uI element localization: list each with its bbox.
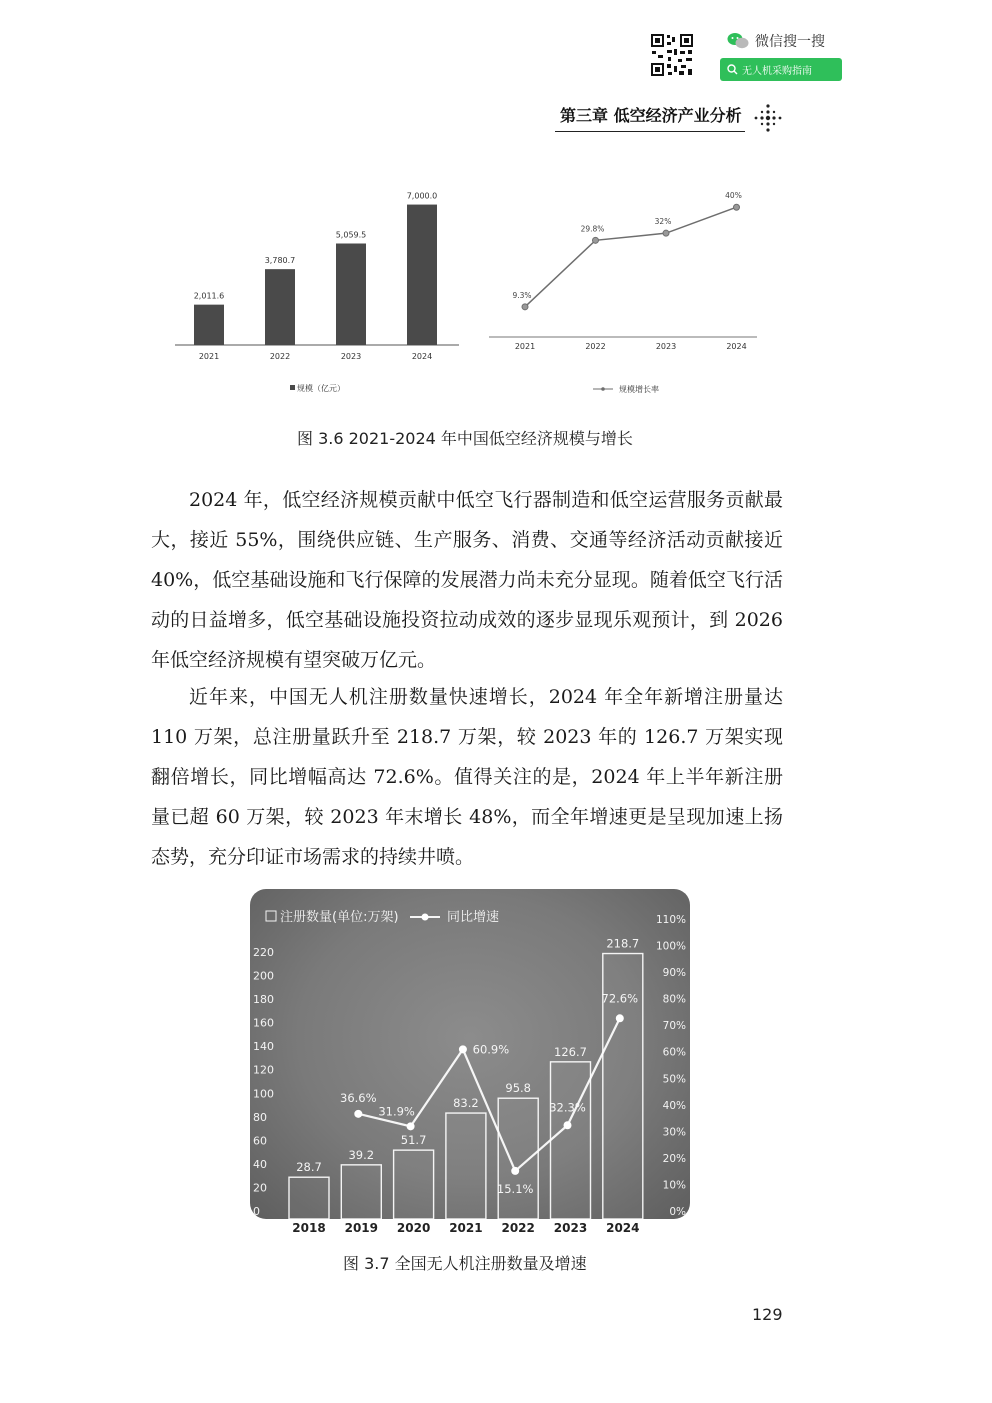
y-right-tick-label: 40% [662, 1099, 686, 1112]
registration-bar-2020 [394, 1150, 434, 1219]
growth-rate-label: 36.6% [340, 1090, 377, 1105]
figure-3-7-panel [250, 889, 690, 1219]
growth-rate-point-2020 [407, 1122, 415, 1130]
figure-3-7-chart [250, 889, 690, 1219]
registration-value-label: 51.7 [400, 1133, 427, 1148]
x-tick-label: 2021 [449, 1221, 483, 1235]
growth-rate-label: 31.9% [378, 1104, 415, 1119]
figure-3-7-x-axis [250, 1219, 690, 1237]
y-right-tick-label: 50% [662, 1073, 686, 1086]
y-right-tick-label: 80% [662, 993, 686, 1006]
chapter-title: 第三章 低空经济产业分析 [560, 106, 742, 125]
growth-rate-label: 32.3% [549, 1100, 586, 1115]
y-right-tick-label: 20% [662, 1152, 686, 1165]
y-right-tick-label: 60% [662, 1046, 686, 1059]
y-right-tick-label: 110% [655, 914, 686, 926]
figure-3-7-caption: 图 3.7 全国无人机注册数量及增速 [343, 1254, 587, 1273]
legend-line-label: 同比增速 [447, 910, 500, 925]
y-left-tick-label: 20 [253, 1181, 267, 1195]
x-tick-label: 2024 [606, 1221, 640, 1235]
registration-value-label: 83.2 [453, 1096, 479, 1111]
x-tick-label: 2019 [344, 1221, 379, 1235]
growth-rate-point-2022 [511, 1167, 519, 1175]
y-left-tick-label: 40 [253, 1157, 267, 1171]
x-tick-label: 2023 [553, 1221, 588, 1235]
y-left-tick-label: 140 [253, 1040, 274, 1054]
y-right-tick-label: 70% [662, 1020, 686, 1033]
y-right-tick-label: 0% [669, 1206, 686, 1218]
registration-value-label: 218.7 [606, 936, 640, 951]
bar-2023 [336, 243, 366, 345]
y-left-tick-label: 120 [253, 1063, 274, 1077]
growth-value-label: 9.3% [512, 290, 532, 300]
bar-value-label: 7,000.0 [406, 191, 438, 201]
y-left-tick-label: 200 [253, 969, 274, 983]
wechat-icon [727, 32, 749, 50]
growth-line [525, 207, 737, 307]
wechat-search-brand[interactable] [727, 31, 825, 51]
bar-legend-swatch [290, 385, 295, 390]
y-left-tick-label: 100 [253, 1087, 274, 1101]
bar-value-label: 5,059.5 [335, 230, 367, 240]
growth-rate-label: 72.6% [601, 991, 639, 1006]
wechat-search-label: 微信搜一搜 [755, 34, 825, 50]
x-tick-label: 2021 [198, 352, 220, 361]
search-button[interactable] [720, 58, 842, 81]
growth-point-2024 [734, 204, 740, 210]
line-legend-marker [601, 387, 605, 391]
growth-value-label: 32% [654, 217, 672, 227]
bar-2021 [194, 305, 224, 345]
registration-bar-2019 [341, 1165, 381, 1219]
figure-3-6-caption: 图 3.6 2021-2024 年中国低空经济规模与增长 [297, 429, 633, 448]
growth-point-2021 [522, 304, 528, 310]
growth-point-2022 [593, 237, 599, 243]
bar-value-label: 2,011.6 [193, 291, 225, 301]
registration-bar-2023 [551, 1062, 591, 1219]
page-number: 129 [752, 1305, 783, 1324]
x-tick-label: 2022 [501, 1221, 535, 1235]
legend-bar-label: 注册数量(单位:万架) [280, 910, 399, 925]
y-right-tick-label: 10% [662, 1179, 686, 1192]
x-tick-label: 2022 [269, 352, 291, 361]
growth-rate-label: 15.1% [496, 1181, 534, 1196]
registration-bar-2021 [446, 1113, 486, 1219]
decorative-dots-icon [752, 103, 784, 135]
registration-value-label: 39.2 [348, 1147, 375, 1162]
x-tick-label: 2024 [411, 352, 433, 361]
growth-rate-label: 60.9% [472, 1042, 510, 1057]
body-paragraph-2: 近年来，中国无人机注册数量快速增长，2024 年全年新增注册量达 110 万架，总注册量跃升至 218.7 万架，较 2023 年的 126.7 万架实现翻倍增长，同比增幅高达 72.6%。值得关注的是，2024 年上半年新注册量已超 60 万架，较 2023 年末增长 48%，而全年增速更是呈现加速上扬态势，充分印证市场需求的持续井喷。 [151, 686, 783, 868]
growth-value-label: 40% [725, 191, 742, 201]
y-left-tick-label: 80 [253, 1110, 267, 1124]
registration-value-label: 126.7 [554, 1044, 587, 1059]
body-paragraph-1: 2024 年，低空经济规模贡献中低空飞行器制造和低空运营服务贡献最大，接近 55%，围绕供应链、生产服务、消费、交通等经济活动贡献接近 40%，低空基础设施和飞行保障的发展潜力尚未充分显现。随着低空飞行活动的日益增多，低空基础设施投资拉动成效的逐步显现乐观预计，到 2026 年低空经济规模有望突破万亿元。 [151, 489, 783, 671]
y-right-tick-label: 90% [662, 967, 686, 980]
y-right-tick-label: 100% [655, 940, 686, 953]
registration-value-label: 28.7 [296, 1160, 322, 1175]
bar-legend-label: 规模（亿元） [297, 384, 345, 393]
growth-rate-point-2021 [459, 1045, 467, 1053]
y-right-tick-label: 30% [662, 1126, 686, 1139]
qr-code-icon[interactable] [650, 33, 694, 77]
y-left-tick-label: 160 [253, 1016, 274, 1030]
x-tick-label: 2023 [340, 352, 362, 361]
bar-2022 [265, 269, 295, 345]
bar-value-label: 3,780.7 [264, 256, 296, 266]
x-tick-label: 2018 [292, 1221, 326, 1235]
search-text: 无人机采购指南 [742, 66, 812, 77]
growth-rate-point-2024 [616, 1014, 624, 1022]
registration-value-label: 95.8 [505, 1081, 532, 1096]
y-left-tick-label: 220 [253, 946, 274, 959]
bar-2024 [407, 205, 437, 345]
registration-bar-2018 [289, 1177, 329, 1219]
x-tick-label: 2021 [514, 342, 536, 351]
y-left-tick-label: 180 [253, 993, 274, 1007]
x-tick-label: 2022 [585, 342, 606, 351]
x-tick-label: 2024 [726, 342, 747, 351]
line-legend-label: 规模增长率 [619, 385, 659, 394]
x-tick-label: 2023 [655, 342, 677, 351]
search-icon [727, 64, 738, 75]
y-left-tick-label: 60 [253, 1134, 267, 1148]
growth-value-label: 29.8% [580, 224, 605, 234]
registration-bar-2022 [498, 1098, 538, 1219]
growth-rate-point-2019 [354, 1110, 362, 1118]
growth-point-2023 [663, 230, 669, 236]
growth-rate-point-2023 [564, 1121, 572, 1129]
y-left-tick-label: 0 [253, 1205, 260, 1218]
chapter-rule [555, 131, 745, 132]
legend-bar-swatch [266, 911, 276, 921]
legend-line-marker [422, 914, 429, 921]
figure-3-6-chart [165, 180, 765, 402]
x-tick-label: 2020 [396, 1221, 431, 1235]
